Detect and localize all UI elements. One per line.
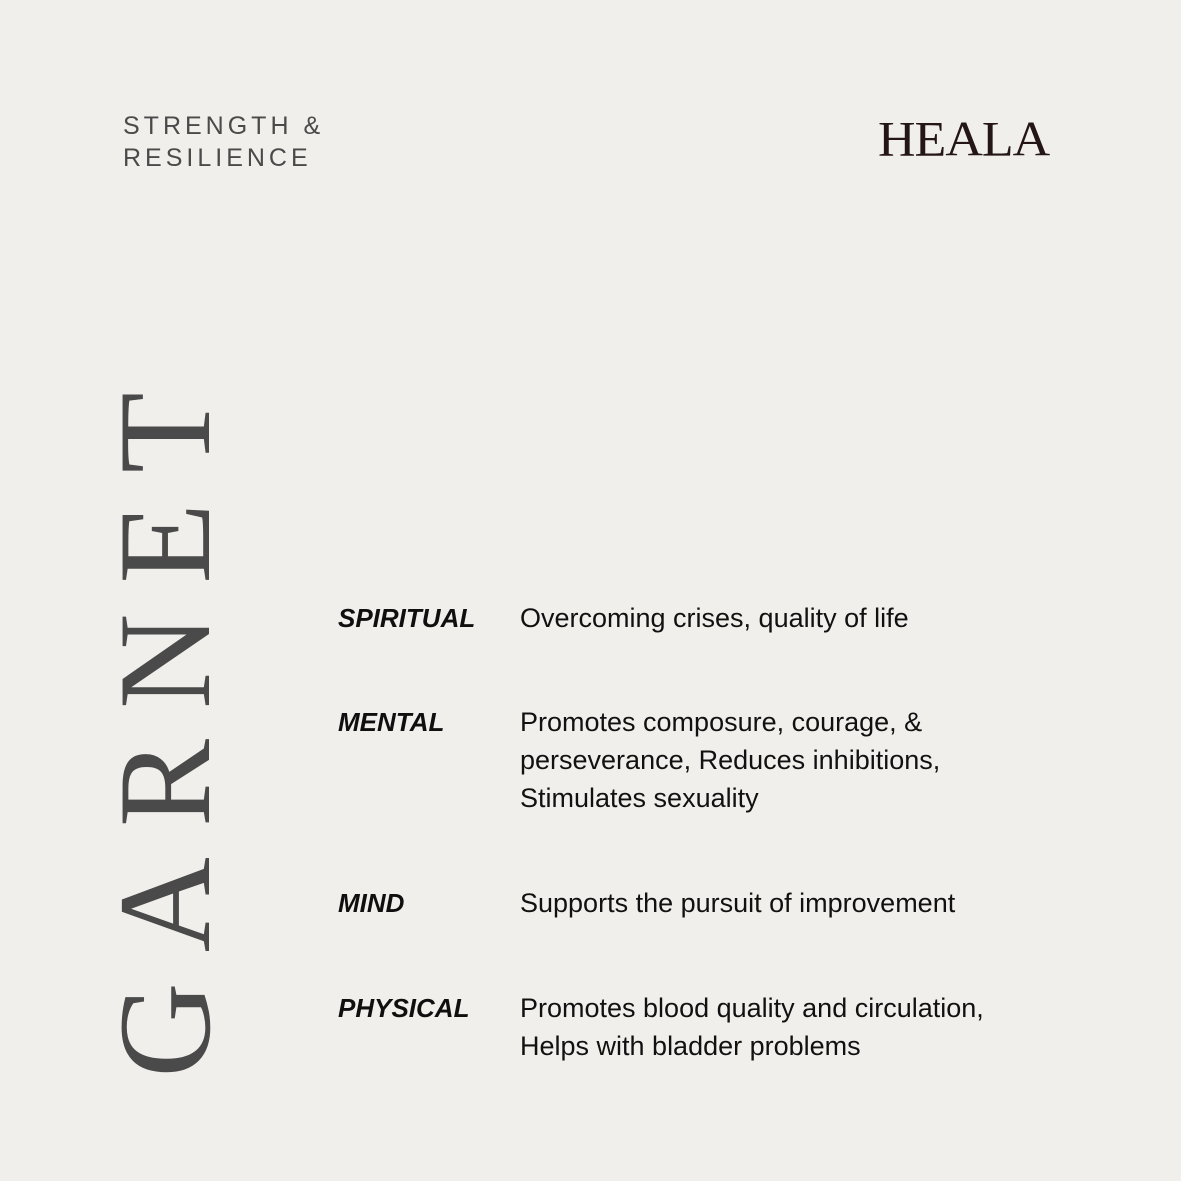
property-label: MENTAL — [338, 707, 445, 737]
property-label: SPIRITUAL — [338, 603, 476, 633]
property-description-line: Supports the pursuit of improvement — [520, 888, 956, 918]
property-description — [520, 599, 1060, 637]
tagline-line-2: RESILIENCE — [123, 144, 312, 172]
property-label: MIND — [338, 888, 405, 918]
property-label: PHYSICAL — [338, 993, 470, 1023]
property-description — [520, 703, 1060, 817]
property-description-line: perseverance, Reduces inhibitions, — [520, 745, 941, 775]
property-description-line: Promotes blood quality and circulation, — [520, 993, 984, 1023]
property-description-line: Stimulates sexuality — [520, 783, 759, 813]
tagline-line-1: STRENGTH & — [123, 112, 325, 140]
brand-logo: HEALA — [878, 112, 1050, 168]
property-description-line: Helps with bladder problems — [520, 1031, 861, 1061]
property-description-line: Overcoming crises, quality of life — [520, 603, 909, 633]
property-description-line: Promotes composure, courage, & — [520, 707, 923, 737]
property-description — [520, 884, 1060, 922]
property-description — [520, 989, 1060, 1065]
stone-name: GARNET — [91, 362, 238, 1078]
